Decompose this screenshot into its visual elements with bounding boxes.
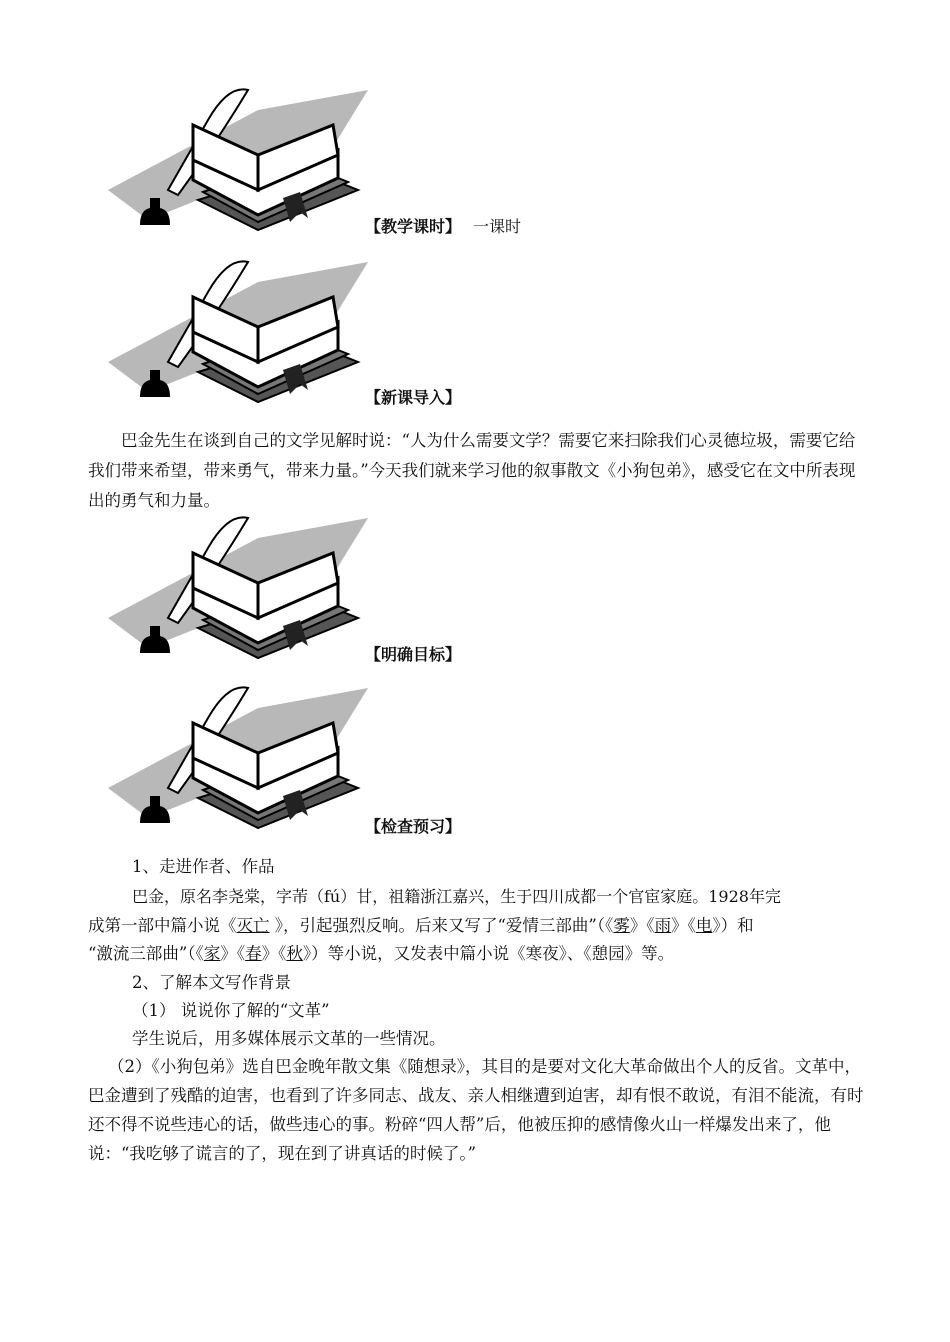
text-run: 》《: [671, 916, 696, 935]
work-title-underlined: 春: [245, 944, 262, 963]
work-title-underlined: 雾: [613, 916, 630, 935]
heading-text: 【教学课时】: [365, 217, 462, 236]
preview-subitem-1: （1） 说说你了解的“文革”: [132, 1001, 330, 1020]
text-run: 成第一部中篇小说《: [88, 916, 237, 935]
book-quill-clipart: [108, 678, 368, 848]
work-title-underlined: 家: [203, 944, 221, 963]
book-quill-icon: [108, 678, 368, 848]
intro-paragraph: 巴金先生在谈到自己的文学见解时说：“人为什么需要文学？需要它来扫除我们心灵德垃圾，需要它给我们带来希望，带来勇气，带来力量。”今天我们就来学习他的叙事散文《小狗包弟》，感受它在文中所表现出的勇气和力量。: [88, 431, 856, 510]
preview-item-1: 1、走进作者、作品: [132, 857, 275, 876]
preview-subitem-1-text: 学生说后，用多媒体展示文革的一些情况。: [132, 1029, 446, 1048]
book-quill-clipart: [108, 508, 368, 678]
text-run: 》）等小说，又发表中篇小说《寒夜》、《憩园》等。: [302, 944, 675, 963]
book-quill-icon: [108, 508, 368, 678]
book-quill-icon: [108, 252, 368, 422]
heading-text: 【明确目标】: [365, 645, 462, 664]
section-heading-lesson-period: [365, 214, 521, 237]
text-run: 》，引起强烈反响。后来又写了“爱情三部曲”（《: [269, 916, 614, 935]
work-title-underlined: 灭亡: [236, 916, 270, 935]
section-heading-new-lesson: [365, 385, 461, 408]
text-run: “激流三部曲”（《: [88, 944, 204, 963]
author-bio-line-2: [88, 913, 754, 939]
heading-text: 【检查预习】: [365, 817, 462, 836]
section-heading-preview-check: [365, 814, 461, 837]
preview-item-2: 2、了解本文写作背景: [132, 973, 291, 992]
work-title-underlined: 秋: [286, 944, 303, 963]
text-run: 》）和: [712, 916, 754, 935]
book-quill-icon: [108, 80, 368, 250]
heading-value: 一课时: [473, 217, 522, 236]
background-paragraph: （2）《小狗包弟》选自巴金晚年散文集《随想录》，其目的是要对文化大革命做出个人的反省。文革中，巴金遭到了残酷的迫害，也看到了许多同志、战友、亲人相继遭到迫害，却有恨不敢说，有泪不能流，有时还不得不说些违心的话，做些违心的事。粉碎“四人帮”后，他被压抑的感情像火山一样爆发出来了，他说：“我吃够了谎言的了，现在到了讲真话的时候了。”: [88, 1057, 864, 1163]
book-quill-clipart: [108, 80, 368, 250]
section-heading-objectives: [365, 642, 461, 665]
book-quill-clipart: [108, 252, 368, 422]
author-bio-line-1: 巴金，原名李尧棠，字芾（fú）甘，祖籍浙江嘉兴，生于四川成都一个官宦家庭。1928年完: [132, 887, 781, 906]
author-bio-line-3: [88, 941, 674, 967]
text-run: 》《: [261, 944, 287, 963]
work-title-underlined: 雨: [654, 916, 672, 935]
heading-text: 【新课导入】: [365, 388, 462, 407]
text-run: 》《: [220, 944, 246, 963]
text-run: 》《: [629, 916, 655, 935]
work-title-underlined: 电: [695, 916, 713, 935]
